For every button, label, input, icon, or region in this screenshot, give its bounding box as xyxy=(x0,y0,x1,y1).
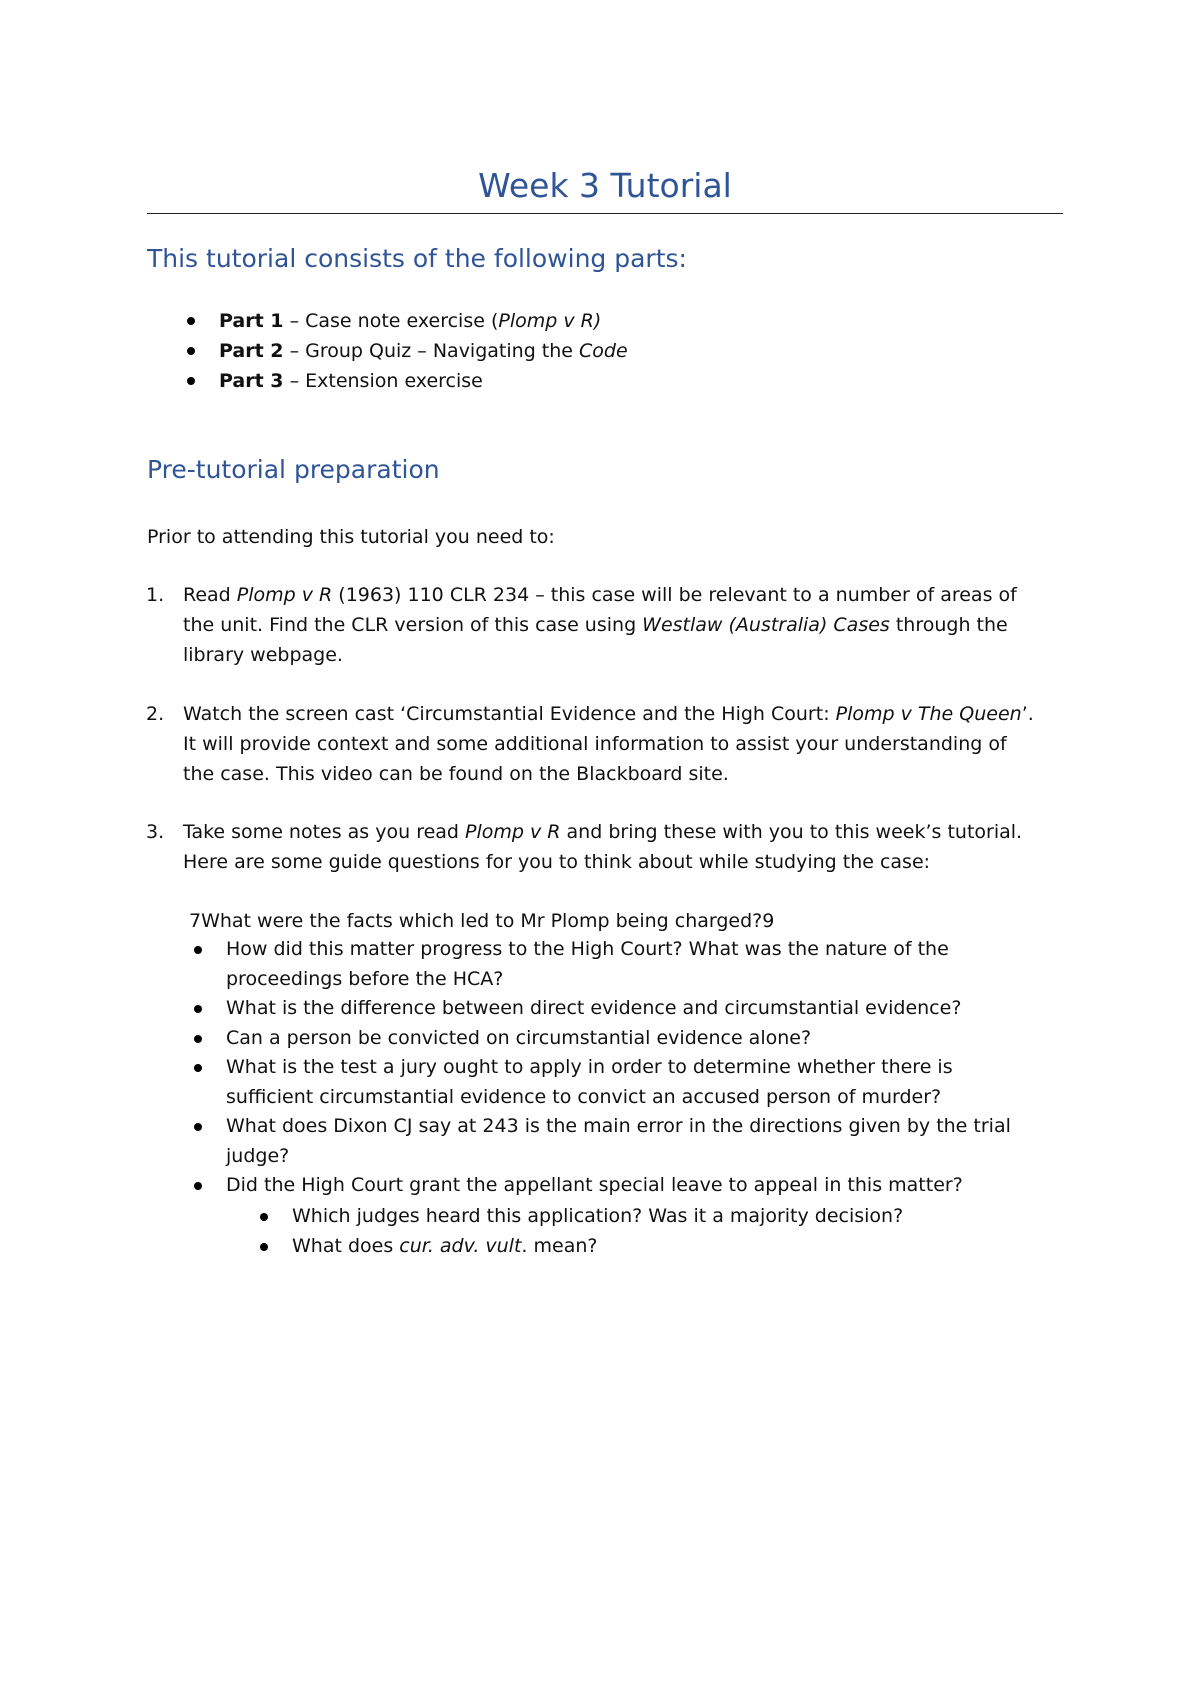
guide-first-question: 7What were the facts which led to Mr Plomp being charged?9 xyxy=(189,910,775,932)
page-title: Week 3 Tutorial xyxy=(478,166,732,205)
list-item: Part 2 – Group Quiz – Navigating the Code xyxy=(219,336,1019,366)
list-item: How did this matter progress to the High Court? What was the nature of the proceedings before the HCA? xyxy=(226,935,1086,994)
parts-heading: This tutorial consists of the following parts: xyxy=(147,244,687,273)
list-item: Part 1 – Case note exercise (Plomp v R) xyxy=(219,306,1019,336)
intro-text: Prior to attending this tutorial you need to: xyxy=(147,526,555,548)
title-block xyxy=(147,165,1063,214)
list-item: What is the test a jury ought to apply in order to determine whether there is sufficient circumstantial evidence to convict an accused person of murder? xyxy=(226,1053,1086,1112)
list-item: What does cur. adv. vult. mean? xyxy=(292,1232,1092,1262)
list-item: Which judges heard this application? Was it a majority decision? xyxy=(292,1202,1092,1232)
list-item: What is the difference between direct evidence and circumstantial evidence? xyxy=(226,994,1086,1024)
prep-heading: Pre-tutorial preparation xyxy=(147,455,440,484)
sub-questions-list xyxy=(292,1202,1092,1261)
numbered-item-1: 1. Read Plomp v R (1963) 110 CLR 234 – this case will be relevant to a number of areas of the unit. Find the CLR version of this case using Westlaw (Australia) Cases through the library webpage. xyxy=(146,584,1017,666)
list-item: What does Dixon CJ say at 243 is the main error in the directions given by the trial judge? xyxy=(226,1112,1086,1171)
list-item: Part 3 – Extension exercise xyxy=(219,366,1019,396)
list-item: Did the High Court grant the appellant special leave to appeal in this matter? xyxy=(226,1171,1086,1201)
numbered-item-3: 3. Take some notes as you read Plomp v R and bring these with you to this week’s tutorial. Here are some guide questions for you to think about while studying the case: xyxy=(146,821,1023,873)
guide-questions-list xyxy=(226,935,1086,1201)
parts-list xyxy=(219,306,1019,396)
list-item: Can a person be convicted on circumstantial evidence alone? xyxy=(226,1024,1086,1054)
numbered-item-2: 2. Watch the screen cast ‘Circumstantial Evidence and the High Court: Plomp v The Queen’. It will provide context and some additional information to assist your understanding of the case. This video can be found on the Blackboard site. xyxy=(146,703,1034,785)
